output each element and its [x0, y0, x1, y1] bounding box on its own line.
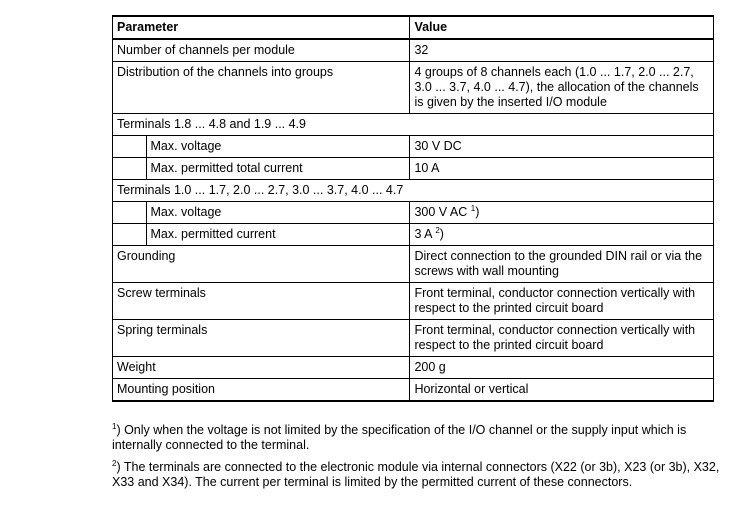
- value-cell: Horizontal or vertical: [410, 379, 714, 402]
- table-header-row: [113, 16, 714, 39]
- value-cell: 10 A: [410, 158, 714, 180]
- value-cell: Front terminal, conductor connection vertically with respect to the printed circuit board: [410, 283, 714, 320]
- value-text: 3 A: [414, 227, 432, 241]
- section-cell: Terminals 1.0 ... 1.7, 2.0 ... 2.7, 3.0 ... 3.7, 4.0 ... 4.7: [113, 180, 714, 202]
- table-row: [113, 62, 714, 114]
- param-cell: Spring terminals: [113, 320, 410, 357]
- footnote-2: [112, 460, 720, 490]
- param-cell: Max. voltage: [146, 136, 410, 158]
- param-cell: Max. permitted total current: [146, 158, 410, 180]
- param-cell: Number of channels per module: [113, 39, 410, 62]
- footnote-text: ) Only when the voltage is not limited by the specification of the I/O channel or the supply input which is internally connected to the terminal.: [112, 423, 687, 452]
- value-cell: 32: [410, 39, 714, 62]
- param-cell: Max. permitted current: [146, 224, 410, 246]
- table-section-row: [113, 114, 714, 136]
- footnote-suffix: ): [439, 227, 444, 241]
- table-row: [113, 283, 714, 320]
- specification-table: [112, 15, 714, 402]
- value-cell: [410, 224, 714, 246]
- param-cell: Screw terminals: [113, 283, 410, 320]
- indent-cell: [113, 136, 147, 158]
- indent-cell: [113, 224, 147, 246]
- table-row: [113, 202, 714, 224]
- footnote-mark: 1: [112, 422, 117, 431]
- footnote-text: ) The terminals are connected to the electronic module via internal connectors (X22 (or 3b), X23 (or 3b), X32, X33 and X34). The current per terminal is limited by the permitted current of these connectors.: [112, 460, 720, 489]
- value-cell: Front terminal, conductor connection vertically with respect to the printed circuit board: [410, 320, 714, 357]
- footnote-ref: 1: [470, 204, 476, 213]
- param-cell: Max. voltage: [146, 202, 410, 224]
- table-row: [113, 357, 714, 379]
- value-cell: [410, 202, 714, 224]
- table-row: [113, 158, 714, 180]
- value-cell: 4 groups of 8 channels each (1.0 ... 1.7, 2.0 ... 2.7, 3.0 ... 3.7, 4.0 ... 4.7), the allocation of the channels is given by the inserted I/O module: [410, 62, 714, 114]
- table-row: [113, 379, 714, 402]
- value-cell: Direct connection to the grounded DIN rail or via the screws with wall mounting: [410, 246, 714, 283]
- param-cell: Mounting position: [113, 379, 410, 402]
- header-parameter: Parameter: [113, 16, 410, 39]
- table-row: [113, 224, 714, 246]
- table-row: [113, 136, 714, 158]
- footnote-1: [112, 423, 720, 453]
- value-cell: 30 V DC: [410, 136, 714, 158]
- table-row: [113, 39, 714, 62]
- header-value: Value: [410, 16, 714, 39]
- table-row: [113, 320, 714, 357]
- indent-cell: [113, 202, 147, 224]
- table-row: [113, 246, 714, 283]
- value-cell: 200 g: [410, 357, 714, 379]
- footnote-ref: 2: [435, 226, 440, 235]
- param-cell: Distribution of the channels into groups: [113, 62, 410, 114]
- table-section-row: [113, 180, 714, 202]
- param-cell: Weight: [113, 357, 410, 379]
- value-text: 300 V AC: [414, 205, 468, 219]
- section-cell: Terminals 1.8 ... 4.8 and 1.9 ... 4.9: [113, 114, 714, 136]
- indent-cell: [113, 158, 147, 180]
- footnote-suffix: ): [475, 205, 480, 219]
- footnote-mark: 2: [112, 459, 117, 468]
- param-cell: Grounding: [113, 246, 410, 283]
